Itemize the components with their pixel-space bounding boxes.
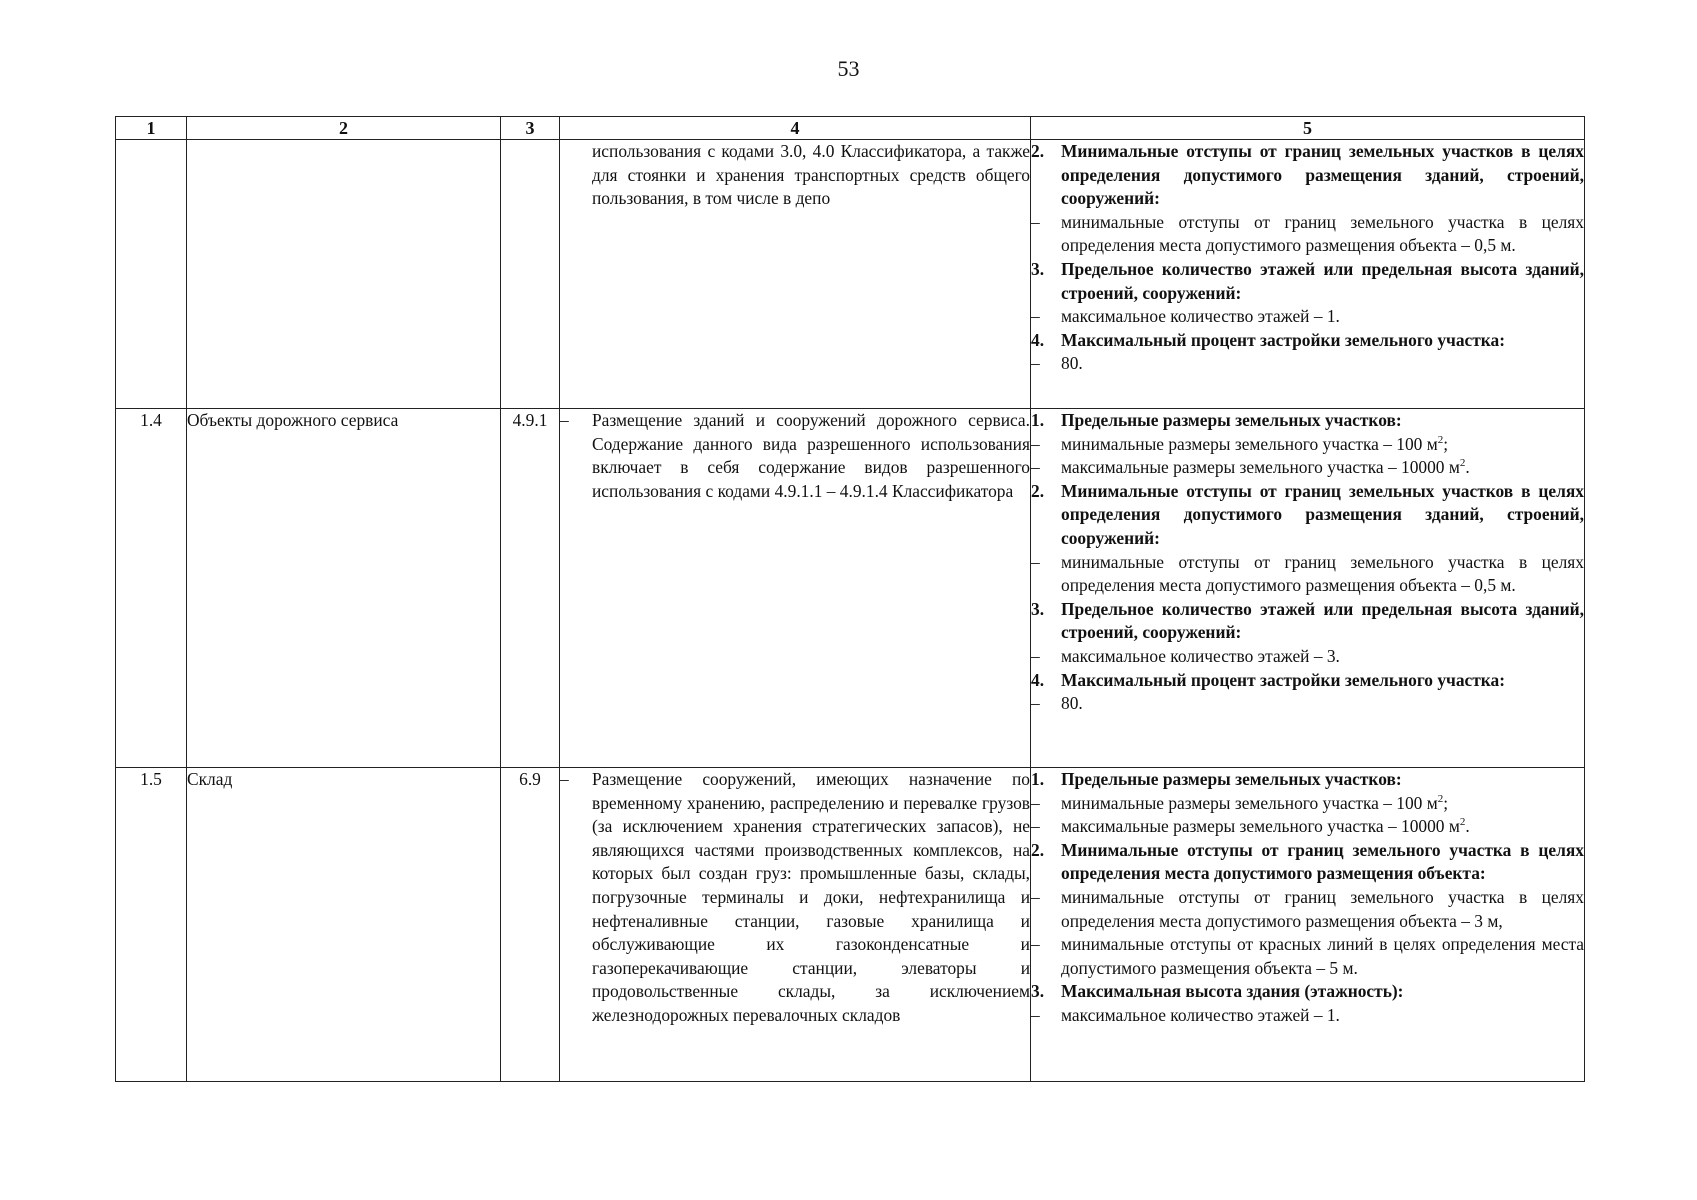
parameter-text bbox=[1061, 551, 1584, 598]
heading-number: 2. bbox=[1031, 480, 1045, 501]
use-name: Объекты дорожного сервиса bbox=[187, 409, 501, 768]
parameter-text bbox=[1061, 352, 1584, 376]
parameter-text bbox=[1061, 980, 1584, 1004]
column-header-1: 1 bbox=[116, 117, 187, 140]
parameter-text-main: максимальные размеры земельного участка – 10000 м bbox=[1061, 457, 1460, 478]
parameter-item bbox=[1031, 886, 1584, 933]
parameter-item bbox=[1031, 1004, 1584, 1028]
row-number: 1.5 bbox=[116, 768, 187, 1082]
dash-marker: – bbox=[1031, 457, 1040, 478]
dash-marker: – bbox=[560, 410, 569, 430]
dash-marker: – bbox=[1031, 934, 1040, 955]
use-name bbox=[187, 140, 501, 409]
parameter-text bbox=[1061, 669, 1584, 693]
parameter-item bbox=[1031, 352, 1584, 376]
use-name: Склад bbox=[187, 768, 501, 1082]
parameter-item bbox=[1031, 645, 1584, 669]
dash-marker: – bbox=[1031, 792, 1040, 813]
parameter-text-main: Максимальная высота здания (этажность): bbox=[1061, 981, 1404, 1002]
dash-marker: – bbox=[1031, 693, 1040, 714]
parameter-text bbox=[1061, 258, 1584, 305]
use-code: 4.9.1 bbox=[501, 409, 560, 768]
use-description bbox=[560, 409, 1031, 768]
description-item bbox=[560, 409, 1030, 503]
heading-number: 2. bbox=[1031, 839, 1045, 860]
dash-marker: – bbox=[1031, 306, 1040, 327]
parameter-text-main: Минимальные отступы от границ земельных участков в целях определения допустимого размещения зданий, строений, сооружений: bbox=[1061, 480, 1584, 548]
use-description bbox=[560, 140, 1031, 409]
superscript: 2 bbox=[1459, 816, 1466, 829]
row-number: 1.4 bbox=[116, 409, 187, 768]
dash-marker: – bbox=[1031, 211, 1040, 232]
superscript: 2 bbox=[1437, 433, 1444, 446]
dash-marker: – bbox=[1031, 886, 1040, 907]
heading-number: 4. bbox=[1031, 329, 1045, 350]
parameter-heading bbox=[1031, 258, 1584, 305]
parameter-heading bbox=[1031, 598, 1584, 645]
parameter-text bbox=[1061, 768, 1584, 792]
parameter-text-main: Предельное количество этажей или предельная высота зданий, строений, сооружений: bbox=[1061, 598, 1584, 643]
column-header-4: 4 bbox=[560, 117, 1031, 140]
parameter-text-main: максимальное количество этажей – 1. bbox=[1061, 1004, 1340, 1025]
parameter-heading bbox=[1031, 329, 1584, 353]
parameter-text-main: 80. bbox=[1061, 693, 1083, 714]
parameter-text bbox=[1061, 933, 1584, 980]
parameter-heading bbox=[1031, 669, 1584, 693]
parameter-text-main: Максимальный процент застройки земельного участка: bbox=[1061, 329, 1506, 350]
use-code: 6.9 bbox=[501, 768, 560, 1082]
parameter-text-main: Максимальный процент застройки земельного участка: bbox=[1061, 669, 1506, 690]
parameter-text-main: минимальные размеры земельного участка – 100 м bbox=[1061, 792, 1438, 813]
parameter-text-main: максимальные размеры земельного участка – 10000 м bbox=[1061, 816, 1460, 837]
parameter-text-main: минимальные отступы от красных линий в целях определения места допустимого размещения объекта – 5 м. bbox=[1061, 934, 1584, 978]
heading-number: 3. bbox=[1031, 981, 1045, 1002]
use-description bbox=[560, 768, 1031, 1082]
parameter-text-main: максимальное количество этажей – 3. bbox=[1061, 645, 1340, 666]
parameter-item bbox=[1031, 815, 1584, 839]
parameter-text bbox=[1061, 815, 1584, 839]
parameters-cell bbox=[1031, 140, 1585, 409]
punctuation: ; bbox=[1443, 433, 1449, 454]
dash-marker: – bbox=[1031, 816, 1040, 837]
parameter-text bbox=[1061, 409, 1584, 433]
parameter-text-main: Минимальные отступы от границ земельного участка в целях определения места допустимого размещения объекта: bbox=[1061, 839, 1584, 884]
description-text: использования с кодами 3.0, 4.0 Классификатора, а также для стоянки и хранения транспортных средств общего пользования, в том числе в депо bbox=[592, 141, 1030, 209]
land-use-table bbox=[115, 116, 1585, 1082]
parameter-text bbox=[1061, 211, 1584, 258]
parameter-text bbox=[1061, 305, 1584, 329]
table-row bbox=[116, 409, 1585, 768]
parameter-text bbox=[1061, 792, 1584, 816]
description-text: Размещение сооружений, имеющих назначение по временному хранению, распределению и перевалке грузов (за исключением хранения стратегических запасов), не являющихся частями производственных комплексов, на которых был создан груз: промышленные базы, склады, погрузочные терминалы и доки, нефтехранилища и нефтеналивные станции, газовые хранилища и обслуживающие их газоконденсатные и газоперекачивающие станции, элеваторы и продовольственные склады, за исключением железнодорожных перевалочных складов bbox=[592, 769, 1030, 1025]
column-header-2: 2 bbox=[187, 117, 501, 140]
column-header-3: 3 bbox=[501, 117, 560, 140]
superscript: 2 bbox=[1459, 457, 1466, 470]
parameter-text bbox=[1061, 456, 1584, 480]
heading-number: 1. bbox=[1031, 410, 1045, 430]
description-text: Размещение зданий и сооружений дорожного сервиса. Содержание данного вида разрешенного использования включает в себя содержание видов разрешенного использования с кодами 4.9.1.1 – 4.9.1.4 Классификатора bbox=[592, 410, 1030, 501]
parameter-text-main: минимальные отступы от границ земельного участка в целях определения места допустимого размещения объекта – 0,5 м. bbox=[1061, 211, 1584, 256]
dash-marker: – bbox=[1031, 645, 1040, 666]
parameter-text-main: минимальные размеры земельного участка – 100 м bbox=[1061, 433, 1438, 454]
parameter-heading bbox=[1031, 480, 1584, 551]
table-row-continuation bbox=[116, 140, 1585, 409]
parameter-item bbox=[1031, 551, 1584, 598]
parameter-item bbox=[1031, 933, 1584, 980]
dash-marker: – bbox=[1031, 551, 1040, 572]
parameters-cell bbox=[1031, 409, 1585, 768]
dash-marker: – bbox=[1031, 1004, 1040, 1025]
parameter-text bbox=[1061, 839, 1584, 886]
parameter-text bbox=[1061, 692, 1584, 716]
parameter-item bbox=[1031, 692, 1584, 716]
heading-number: 4. bbox=[1031, 669, 1045, 690]
parameter-heading bbox=[1031, 839, 1584, 886]
superscript: 2 bbox=[1437, 792, 1444, 805]
heading-number: 3. bbox=[1031, 598, 1045, 619]
parameter-text-main: 80. bbox=[1061, 353, 1083, 374]
parameter-text bbox=[1061, 433, 1584, 457]
parameter-text-main: Минимальные отступы от границ земельных участков в целях определения допустимого размещения зданий, строений, сооружений: bbox=[1061, 141, 1584, 209]
heading-number: 3. bbox=[1031, 258, 1045, 279]
parameter-item bbox=[1031, 433, 1584, 457]
parameter-item bbox=[1031, 456, 1584, 480]
parameters-cell bbox=[1031, 768, 1585, 1082]
page-number: 53 bbox=[837, 56, 860, 81]
punctuation: ; bbox=[1443, 792, 1449, 813]
description-item bbox=[560, 768, 1030, 1028]
parameter-item bbox=[1031, 211, 1584, 258]
parameter-text-main: Предельные размеры земельных участков: bbox=[1061, 769, 1402, 789]
parameter-text-main: максимальное количество этажей – 1. bbox=[1061, 306, 1340, 327]
table-row bbox=[116, 768, 1585, 1082]
parameter-text bbox=[1061, 645, 1584, 669]
parameter-text bbox=[1061, 480, 1584, 551]
parameter-heading bbox=[1031, 140, 1584, 211]
parameter-text-main: минимальные отступы от границ земельного участка в целях определения места допустимого размещения объекта – 3 м, bbox=[1061, 886, 1584, 931]
punctuation: . bbox=[1465, 457, 1470, 478]
column-header-5: 5 bbox=[1031, 117, 1585, 140]
parameter-item bbox=[1031, 792, 1584, 816]
parameter-heading bbox=[1031, 768, 1584, 792]
parameter-text bbox=[1061, 1004, 1584, 1028]
header-row bbox=[116, 117, 1585, 140]
parameter-text bbox=[1061, 886, 1584, 933]
heading-number: 2. bbox=[1031, 141, 1045, 161]
dash-marker: – bbox=[1031, 353, 1040, 374]
heading-number: 1. bbox=[1031, 769, 1045, 789]
parameter-heading bbox=[1031, 980, 1584, 1004]
row-number bbox=[116, 140, 187, 409]
parameter-text bbox=[1061, 329, 1584, 353]
dash-marker: – bbox=[1031, 433, 1040, 454]
parameter-heading bbox=[1031, 409, 1584, 433]
dash-marker: – bbox=[560, 769, 569, 789]
punctuation: . bbox=[1465, 816, 1470, 837]
parameter-text-main: минимальные отступы от границ земельного участка в целях определения места допустимого размещения объекта – 0,5 м. bbox=[1061, 551, 1584, 596]
parameter-text-main: Предельные размеры земельных участков: bbox=[1061, 410, 1402, 430]
use-code bbox=[501, 140, 560, 409]
parameter-text bbox=[1061, 140, 1584, 211]
parameter-text bbox=[1061, 598, 1584, 645]
parameter-item bbox=[1031, 305, 1584, 329]
parameter-text-main: Предельное количество этажей или предельная высота зданий, строений, сооружений: bbox=[1061, 258, 1584, 303]
